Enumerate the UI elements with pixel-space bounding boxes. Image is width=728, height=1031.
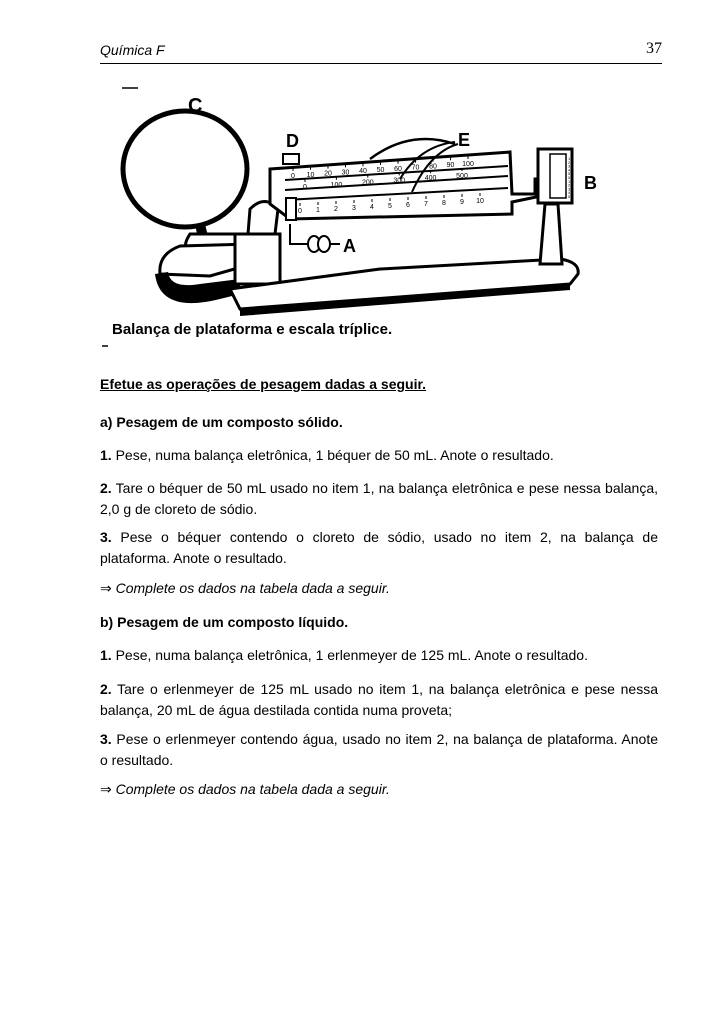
pointer-scale-label: 3 [568,186,571,192]
label-e: E [458,130,471,150]
beam-bottom-scale-label: 10 [476,198,484,205]
beam-bottom-scale-label: 2 [334,206,338,213]
beam-middle-scale-label: 500 [456,173,468,180]
pointer-scale-label: 0 [568,175,571,180]
item-number: 2. [100,480,112,496]
section-a-item-2 [100,478,658,520]
section-a-item-1 [100,445,658,466]
beam-bottom-scale-label: 0 [298,208,302,215]
item-number: 1. [100,447,112,463]
beam-bottom-scale-label: 5 [388,203,392,210]
header-title: Química F [100,42,165,58]
item-text: Tare o erlenmeyer de 125 mL usado no item 1, na balança eletrônica e pese nessa balança, 20 mL de água destilada contida numa proveta; [100,681,658,718]
beam-top-scale-label: 60 [394,165,402,173]
beam-top-scale-label: 10 [306,171,315,179]
page-header [100,40,662,64]
beam-bottom-scale-label: 3 [352,205,356,212]
beam-middle-scale-label: 400 [424,175,437,183]
item-text: Pese, numa balança eletrônica, 1 béquer de 50 mL. Anote o resultado. [111,447,554,463]
balance-drawing [100,84,620,354]
note-text: Complete os dados na tabela dada a seguir. [111,580,390,596]
item-text: Pese, numa balança eletrônica, 1 erlenmeyer de 125 mL. Anote o resultado. [111,647,588,663]
beam-top-scale-label: 80 [429,163,437,171]
item-text: Pese o erlenmeyer contendo água, usado no item 2, na balança de plataforma. Anote o resultado. [100,731,658,768]
arrow-icon: ⇒ [100,781,112,797]
beam-top-scale-label: 20 [324,170,332,178]
beam-top-scale-label: 90 [446,162,455,170]
page-number: 37 [646,40,662,57]
beam-top-scale-label: 40 [359,168,367,176]
figure-caption: Balança de plataforma e escala tríplice. [112,321,393,338]
item-text: Tare o béquer de 50 mL usado no item 1, na balança eletrônica e pese nessa balança, 2,0 g de cloreto de sódio. [100,480,658,517]
label-d: D [286,131,299,151]
item-number: 2. [100,681,112,697]
section-b-item-3 [100,729,658,771]
beam-bottom-scale-label: 1 [316,207,320,214]
beam-bottom-scale-label: 6 [406,202,410,209]
section-b-heading [100,612,658,633]
beam-bottom-scale-label: 9 [460,199,464,206]
label-b: B [584,173,597,193]
beam-bottom-scale-label: 7 [424,201,428,208]
arrow-icon: ⇒ [100,580,112,596]
section-b-title: b) Pesagem de um composto líquido. [100,614,349,630]
item-text: Pese o béquer contendo o cloreto de sódio, usado no item 2, na balança de plataforma. Anote o resultado. [100,529,658,566]
note-text: Complete os dados na tabela dada a seguir. [111,781,390,797]
pointer-scale-label: 5 [568,194,571,199]
pointer-scale-label: 1 [568,178,571,184]
intro-instruction: Efetue as operações de pesagem dadas a seguir. [100,376,427,392]
pointer-scale-label: 1 [568,156,571,161]
item-number: 3. [100,731,112,747]
section-a-heading [100,412,658,433]
label-a: A [343,236,356,256]
pan [123,111,247,227]
section-a-note [100,578,658,599]
section-b-item-2 [100,679,658,721]
beam-middle-scale-label: 0 [303,184,307,191]
pointer-scale-label: 4 [568,190,571,196]
beam-bottom-scale-label: 4 [370,204,374,211]
section-b-note [100,779,658,800]
beam-middle-scale-label: 100 [330,181,343,189]
triple-beam-balance-figure [100,84,620,354]
item-number: 3. [100,529,112,545]
beam-top-scale-label: 70 [411,164,420,172]
header-rule [100,63,662,64]
beam-top-scale-label: 0 [291,173,295,180]
beam-top-scale-label: 100 [462,161,474,168]
beam-top-scale-label: 50 [376,167,385,174]
item-number: 1. [100,647,112,663]
beam-bottom-scale-label: 8 [442,200,446,207]
beam-top-scale-label: 30 [341,169,350,177]
label-c: C [188,95,203,117]
pointer-scale-label: 5 [568,171,571,177]
beam-middle-scale-label: 300 [393,177,406,185]
section-b-item-1 [100,645,658,666]
pointer-scale-label: 4 [568,167,571,173]
pointer-scale-label: 2 [568,159,571,165]
section-a-item-3 [100,527,658,569]
pointer-scale-label: 3 [568,163,571,169]
pointer-scale-label: 2 [568,182,571,188]
section-a-title: a) Pesagem de um composto sólido. [100,414,343,430]
beam-middle-scale-label: 200 [361,179,374,187]
